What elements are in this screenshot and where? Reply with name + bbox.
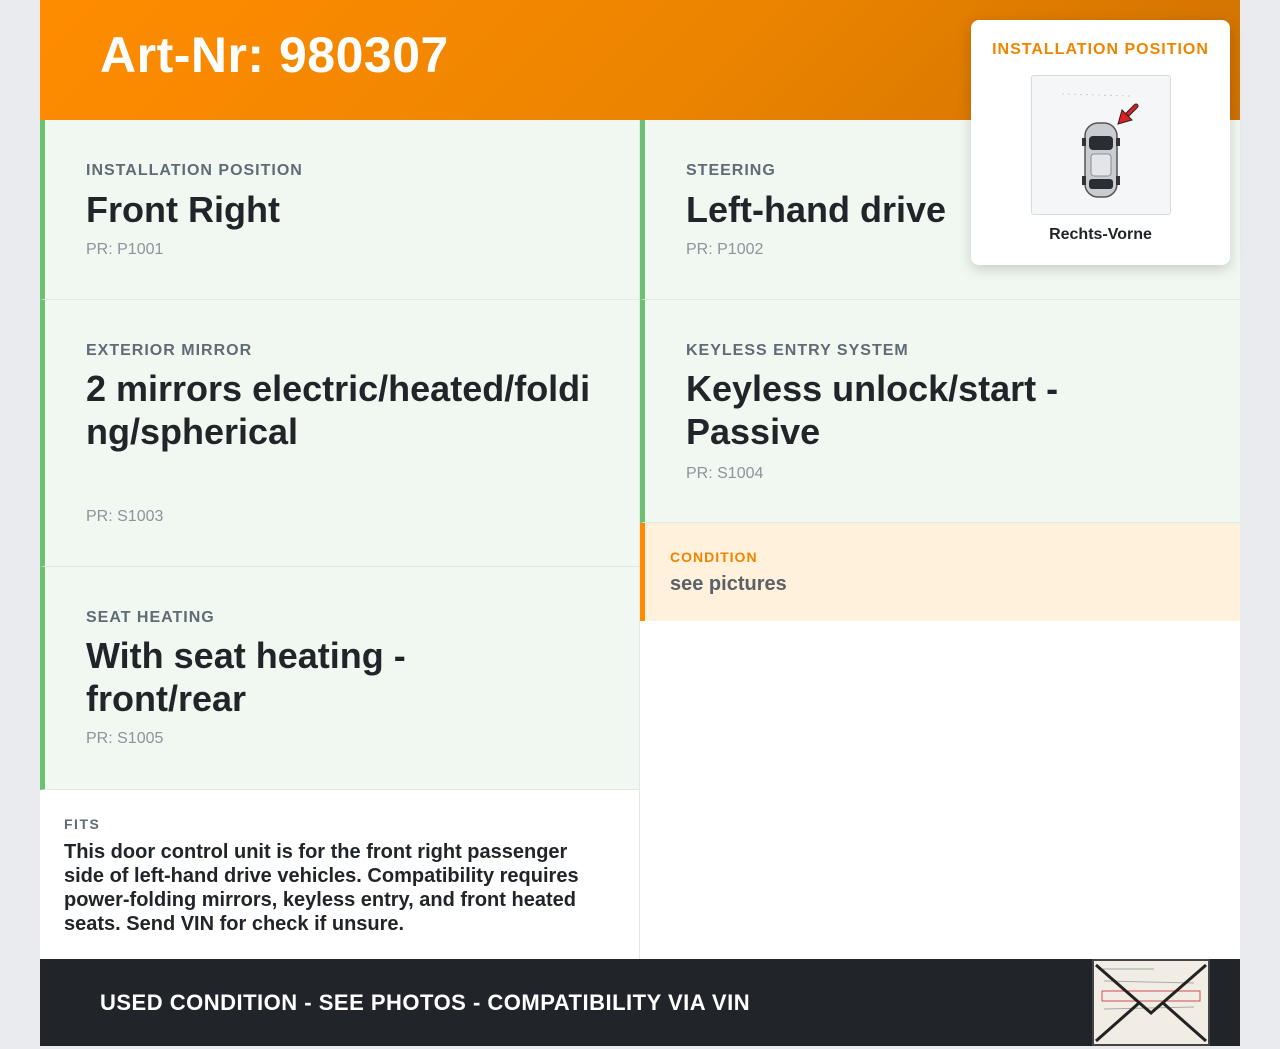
spec-label: SEAT HEATING <box>86 609 215 626</box>
installation-position-card <box>971 20 1230 265</box>
spec-exterior-mirror <box>40 300 639 567</box>
spec-value: Front Right <box>86 189 280 230</box>
envelope-icon <box>1094 961 1208 1044</box>
spec-value: Left-hand drive <box>686 189 947 230</box>
article-number-title: Art-Nr: 980307 <box>100 27 449 83</box>
footer-bar <box>40 959 1240 1046</box>
position-card-title: INSTALLATION POSITION <box>992 41 1209 58</box>
spec-seat-heating <box>40 567 639 790</box>
spec-pr-code: PR: P1002 <box>686 241 764 258</box>
spec-pr-code: PR: S1005 <box>86 730 164 747</box>
condition-value: see pictures <box>670 573 787 595</box>
position-card-caption: Rechts-Vorne <box>1049 226 1152 243</box>
fits-label: FITS <box>64 816 101 832</box>
footer-text: USED CONDITION - SEE PHOTOS - COMPATIBILITY VIA VIN <box>100 990 751 1015</box>
fits-section <box>40 790 639 959</box>
spec-pr-code: PR: P1001 <box>86 241 164 258</box>
spec-value: 2 mirrors electric/heated/folding/spherical <box>86 368 591 452</box>
spec-label: STEERING <box>686 162 776 179</box>
condition-box <box>640 523 1240 621</box>
spec-label: EXTERIOR MIRROR <box>86 342 253 359</box>
spec-label: KEYLESS ENTRY SYSTEM <box>686 342 909 359</box>
product-sheet <box>40 0 1240 1046</box>
condition-label: CONDITION <box>670 549 758 565</box>
label-photo-thumbnail[interactable] <box>1092 959 1210 1046</box>
car-top-view-icon <box>1032 76 1170 214</box>
spec-label: INSTALLATION POSITION <box>86 162 303 179</box>
spec-value: Keyless unlock/start - Passive <box>686 368 1059 452</box>
spec-value: With seat heating - front/rear <box>86 635 406 719</box>
spec-installation-position <box>40 120 639 300</box>
fits-text: This door control unit is for the front right passenger side of left-hand drive vehicles. Compatibility requires power-folding mirrors, keyless entry, and front heated seats. Send VIN for check if unsure. <box>64 841 579 935</box>
spec-keyless-entry <box>640 300 1240 523</box>
spec-pr-code: PR: S1004 <box>686 465 764 482</box>
car-position-image <box>1031 75 1171 215</box>
spec-pr-code: PR: S1003 <box>86 508 164 525</box>
